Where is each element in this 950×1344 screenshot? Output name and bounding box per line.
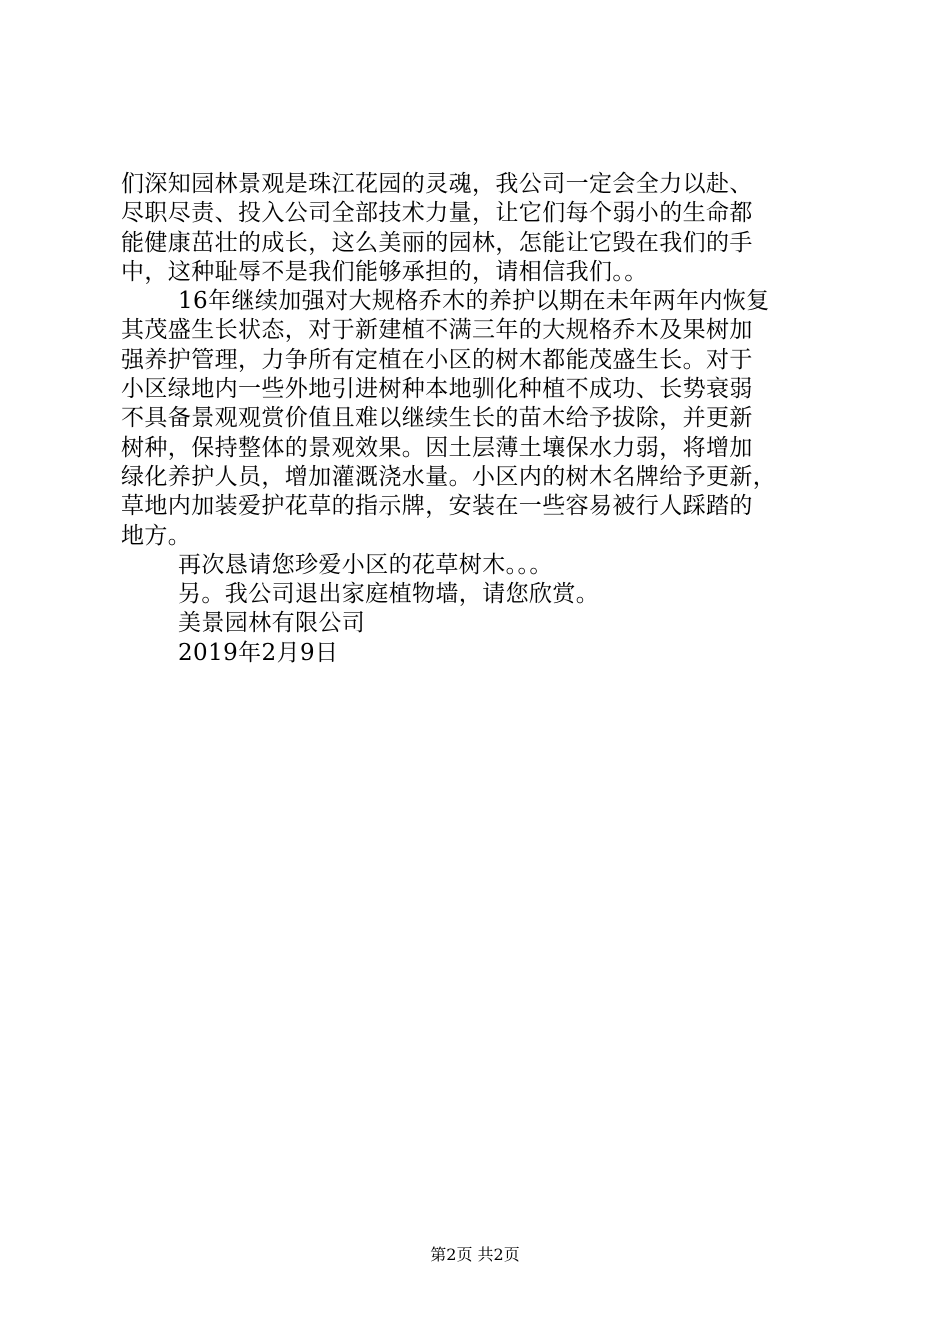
body-line: 不具备景观观赏价值且难以继续生长的苗木给予拔除，并更新 bbox=[121, 405, 753, 432]
body-line: 地方。 bbox=[121, 522, 192, 549]
body-line: 其茂盛生长状态，对于新建植不满三年的大规格乔木及果树加 bbox=[121, 317, 753, 344]
body-line: 树种，保持整体的景观效果。因土层薄土壤保水力弱，将增加 bbox=[121, 434, 753, 461]
body-line: 小区绿地内一些外地引进树种本地驯化种植不成功、长势衰弱 bbox=[121, 376, 753, 403]
body-line: 草地内加装爱护花草的指示牌，安装在一些容易被行人踩踏的 bbox=[121, 493, 753, 520]
company-signature: 美景园林有限公司 bbox=[178, 610, 366, 637]
additional-note: 另。我公司退出家庭植物墙，请您欣赏。 bbox=[178, 581, 600, 608]
body-line: 绿化养护人员，增加灌溉浇水量。小区内的树木名牌给予更新， bbox=[121, 463, 777, 490]
document-body bbox=[121, 170, 831, 668]
closing-request: 再次恳请您珍爱小区的花草树木。。。 bbox=[178, 551, 553, 578]
page-number-footer: 第2页 共2页 bbox=[430, 1245, 520, 1264]
body-line: 中，这种耻辱不是我们能够承担的，请相信我们。。 bbox=[121, 258, 648, 285]
body-line: 能健康茁壮的成长，这么美丽的园林，怎能让它毁在我们的手 bbox=[121, 229, 753, 256]
body-line: 尽职尽责、投入公司全部技术力量，让它们每个弱小的生命都 bbox=[121, 200, 753, 227]
body-line: 强养护管理，力争所有定植在小区的树木都能茂盛生长。对于 bbox=[121, 346, 753, 373]
paragraph-first-line: 16年继续加强对大规格乔木的养护以期在未年两年内恢复 bbox=[178, 288, 770, 315]
body-line: 们深知园林景观是珠江花园的灵魂，我公司一定会全力以赴、 bbox=[121, 171, 753, 197]
document-date: 2019年2月9日 bbox=[178, 639, 339, 666]
